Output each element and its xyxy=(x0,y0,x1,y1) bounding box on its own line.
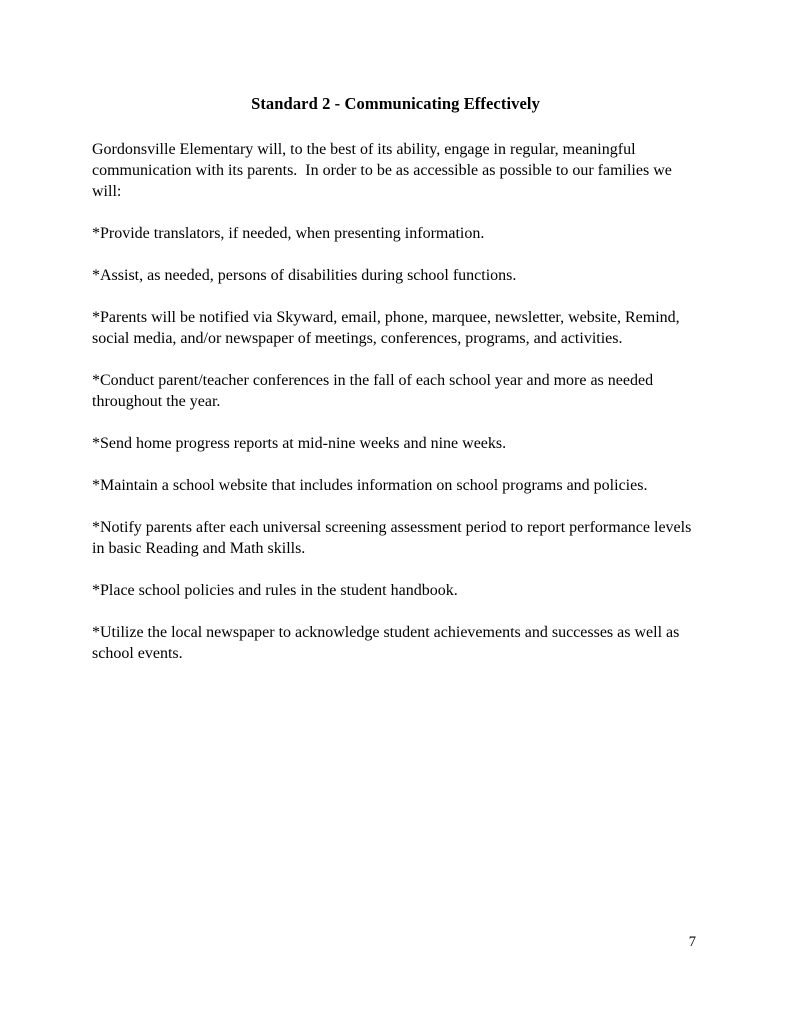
document-body xyxy=(0,114,791,664)
intro-paragraph: Gordonsville Elementary will, to the best of its ability, engage in regular, meaningful communication with its parents. In order to be as accessible as possible to our families we will: xyxy=(92,141,676,200)
bullet-paragraph: *Place school policies and rules in the student handbook. xyxy=(92,582,458,599)
bullet-paragraph: *Send home progress reports at mid-nine weeks and nine weeks. xyxy=(92,435,507,452)
bullet-paragraph: *Parents will be notified via Skyward, email, phone, marquee, newsletter, website, Remind, social media, and/or newspaper of meetings, conferences, programs, and activities. xyxy=(92,309,684,347)
bullet-paragraph: *Maintain a school website that includes information on school programs and policies. xyxy=(92,477,648,494)
bullet-list xyxy=(92,223,703,664)
bullet-paragraph: *Provide translators, if needed, when presenting information. xyxy=(92,225,485,242)
page-title: Standard 2 - Communicating Effectively xyxy=(251,94,540,113)
bullet-paragraph: *Assist, as needed, persons of disabilities during school functions. xyxy=(92,267,517,284)
bullet-paragraph: *Conduct parent/teacher conferences in the fall of each school year and more as needed throughout the year. xyxy=(92,372,658,410)
page-number: 7 xyxy=(688,934,696,950)
bullet-paragraph: *Notify parents after each universal screening assessment period to report performance levels in basic Reading and Math skills. xyxy=(92,519,696,557)
bullet-paragraph: *Utilize the local newspaper to acknowledge student achievements and successes as well as school events. xyxy=(92,624,684,662)
